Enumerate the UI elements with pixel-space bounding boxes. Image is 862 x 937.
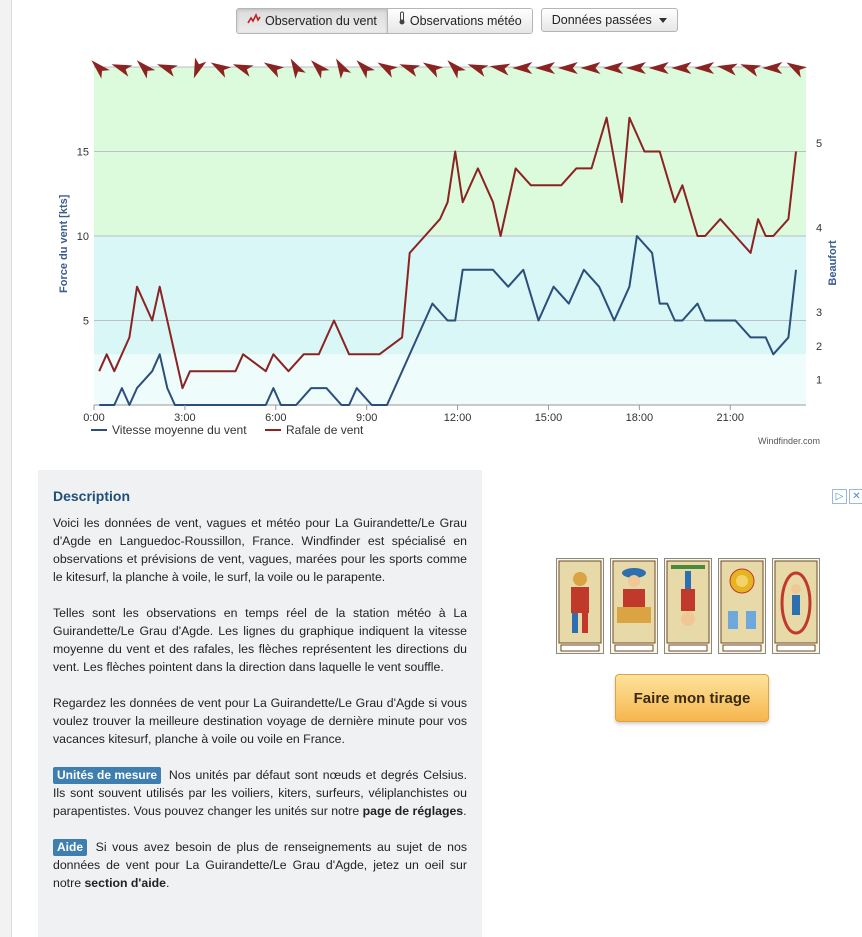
tarot-card-pendu-icon[interactable] [664, 558, 712, 654]
beaufort-band [94, 354, 806, 405]
beaufort-axis-title: Beaufort [827, 240, 839, 286]
chart-toolbar [236, 8, 678, 34]
units-text: Nos unités par défaut sont nœuds et degrés Celsius. Ils sont souvent utilisés par les voiliers, kiters, surfeurs, véliplanchistes ou parapentistes. Vous pouvez changer les unités sur notre [53, 768, 467, 818]
tarot-card-table-icon[interactable] [610, 558, 658, 654]
y-tick-label: 10 [76, 231, 89, 243]
wind-observation-button[interactable] [237, 9, 387, 33]
beaufort-tick-label: 3 [816, 307, 823, 320]
y-axis-title: Force du vent [kts] [58, 194, 70, 293]
x-tick-label: 12:00 [443, 412, 472, 424]
x-axis-ticks [83, 405, 744, 424]
description-paragraph-1: Voici les données de vent, vagues et météo pour La Guirandette/Le Grau d'Agde en Languedoc-Roussillon, France. Windfinder est spécialisé en observations et prévisions de vent, vagues, marées pour les sports comme le kitesurf, la planche à voile, le surf, la voile ou le parapente. [53, 516, 467, 584]
help-badge: Aide [53, 839, 87, 856]
weather-observation-button[interactable] [387, 9, 532, 33]
tarot-card-monde-icon[interactable] [772, 558, 820, 654]
wind-observation-label: Observation du vent [265, 14, 377, 28]
beaufort-tick-label: 1 [816, 374, 823, 387]
observation-toggle-group [236, 8, 533, 34]
x-tick-label: 15:00 [534, 412, 563, 424]
chart-credit[interactable]: Windfinder.com [757, 436, 820, 446]
wind-chart [0, 40, 862, 450]
beaufort-tick-label: 4 [816, 222, 823, 235]
chevron-down-icon [659, 18, 667, 23]
past-data-label: Données passées [551, 13, 652, 27]
help-section-link[interactable]: section d'aide [84, 876, 166, 890]
thermometer-icon [398, 9, 406, 33]
y-tick-label: 5 [82, 315, 89, 328]
settings-page-link[interactable]: page de réglages [362, 804, 464, 818]
legend-gust-label: Rafale de vent [286, 423, 364, 437]
ad-controls [832, 489, 862, 504]
tarot-cards [556, 558, 820, 654]
legend-average-label: Vitesse moyenne du vent [112, 423, 247, 437]
beaufort-axis-ticks [816, 138, 822, 387]
units-text-end: . [463, 804, 467, 818]
description-title: Description [53, 488, 131, 504]
past-data-dropdown[interactable] [541, 8, 678, 32]
weather-observation-label: Observations météo [409, 14, 522, 28]
description-paragraph-5 [53, 838, 467, 892]
help-text: Si vous avez besoin de plus de renseignements au sujet de nos données de vent pour La Guirandette/Le Grau d'Agde, jetez un oeil sur notre [53, 840, 467, 890]
adchoices-icon[interactable]: ▷ [832, 489, 847, 504]
help-text-end: . [165, 876, 170, 890]
description-paragraph-2: Telles sont les observations en temps réel de la station météo à La Guirandette/Le Grau d'Agde. Les lignes du graphique indiquent la vitesse moyenne du vent et des rafales, les flèches représentent les directions du vent. Les flèches pointent dans la direction dans laquelle le vent souffle. [53, 606, 467, 674]
x-tick-label: 9:00 [355, 412, 378, 424]
description-panel [38, 470, 482, 937]
description-paragraph-4 [53, 766, 467, 820]
x-tick-label: 6:00 [265, 412, 287, 424]
ad-cta-button[interactable]: Faire mon tirage [615, 674, 769, 722]
units-badge: Unités de mesure [53, 767, 161, 784]
chart-legend [91, 423, 364, 437]
x-tick-label: 3:00 [174, 412, 196, 424]
y-tick-label: 15 [76, 146, 89, 159]
description-paragraph-3: Regardez les données de vent pour La Guirandette/Le Grau d'Agde si vous voulez trouver la meilleure destination voyage de dernière minute pour vos vacances kitesurf, planche à voile ou voile en France. [53, 696, 467, 746]
close-icon[interactable]: ✕ [849, 489, 862, 504]
wind-line-icon [247, 9, 261, 33]
beaufort-band [94, 236, 806, 354]
beaufort-tick-label: 5 [816, 138, 823, 151]
y-axis-ticks [77, 147, 89, 328]
x-tick-label: 0:00 [83, 412, 105, 424]
x-tick-label: 18:00 [625, 412, 654, 424]
x-tick-label: 21:00 [716, 412, 745, 424]
tarot-card-soleil-icon[interactable] [718, 558, 766, 654]
beaufort-tick-label: 2 [816, 340, 823, 353]
tarot-card-bateleur-icon[interactable] [556, 558, 604, 654]
